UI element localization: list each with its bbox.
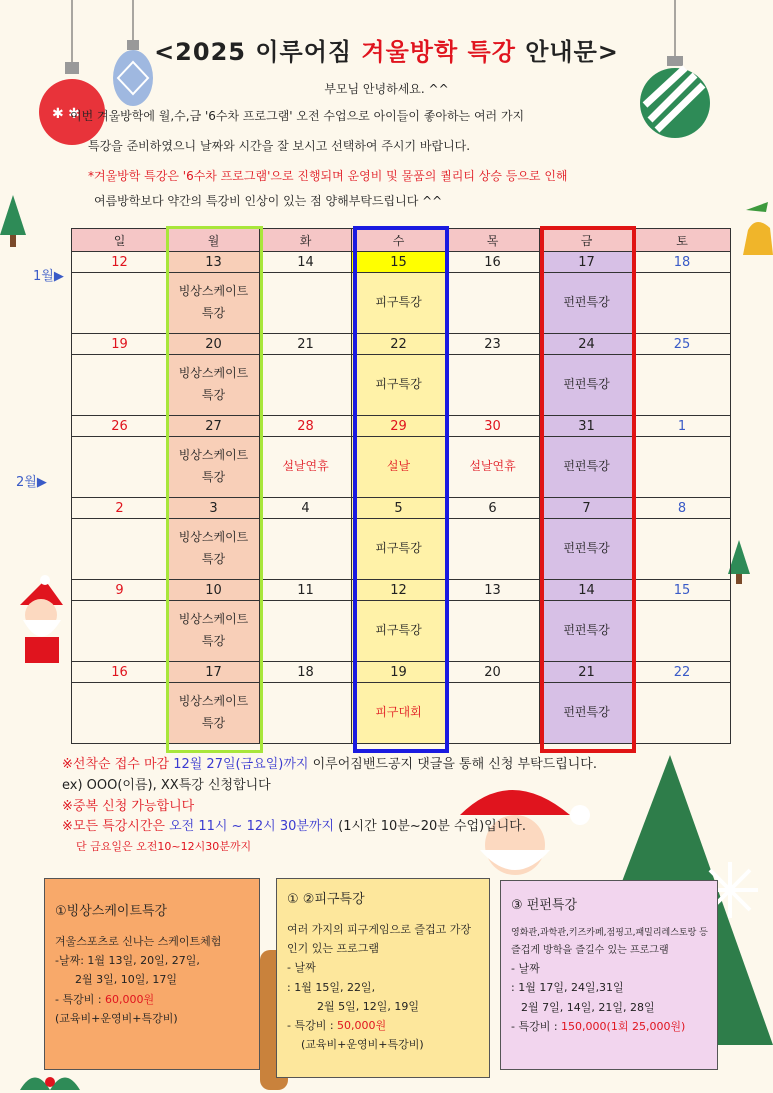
event-cell bbox=[634, 273, 731, 334]
funfun-info-box bbox=[500, 880, 718, 1070]
event-cell: 빙상스케이트 특강 bbox=[168, 437, 260, 498]
skate-box-title: ①빙상스케이트특강 bbox=[55, 904, 168, 919]
dodgeball-box-fee-note: (교육비+운영비+특강비) bbox=[301, 1038, 424, 1052]
event-cell bbox=[72, 601, 168, 662]
note-duplicate: ※중복 신청 가능합니다 bbox=[62, 798, 195, 814]
date-cell: 4 bbox=[260, 498, 352, 519]
date-cell: 16 bbox=[72, 662, 168, 683]
date-cell: 14 bbox=[540, 580, 634, 601]
event-row bbox=[72, 601, 731, 662]
svg-text:✱ ✱: ✱ ✱ bbox=[52, 106, 80, 122]
event-cell bbox=[634, 355, 731, 416]
date-row bbox=[72, 498, 731, 519]
day-header: 월 bbox=[168, 229, 260, 252]
date-cell: 3 bbox=[168, 498, 260, 519]
date-cell: 10 bbox=[168, 580, 260, 601]
date-cell: 1 bbox=[634, 416, 731, 437]
date-cell: 6 bbox=[446, 498, 540, 519]
page-title: <2025 이루어짐 겨울방학 특강 안내문> bbox=[154, 38, 619, 66]
event-cell bbox=[634, 437, 731, 498]
ornament-green-icon bbox=[635, 0, 715, 150]
month-label-february: 2월▶ bbox=[16, 475, 47, 490]
funfun-box-fee: - 특강비 : 150,000(1회 25,000원) bbox=[511, 1019, 686, 1033]
date-cell: 21 bbox=[540, 662, 634, 683]
date-cell: 19 bbox=[72, 334, 168, 355]
santa-icon bbox=[5, 575, 75, 670]
greeting: 부모님 안녕하세요. ^^ bbox=[324, 82, 449, 96]
date-cell: 7 bbox=[540, 498, 634, 519]
date-cell: 31 bbox=[540, 416, 634, 437]
dodgeball-info-box bbox=[276, 878, 490, 1078]
date-cell: 13 bbox=[168, 252, 260, 273]
event-cell: 피구대회 bbox=[352, 683, 446, 744]
date-cell: 22 bbox=[634, 662, 731, 683]
calendar-table bbox=[71, 228, 731, 744]
date-cell: 2 bbox=[72, 498, 168, 519]
funfun-box-dates: : 1월 17일, 24일,31일 bbox=[511, 981, 624, 995]
date-cell: 28 bbox=[260, 416, 352, 437]
event-cell: 펀펀특강 bbox=[540, 437, 634, 498]
date-cell: 13 bbox=[446, 580, 540, 601]
date-cell: 26 bbox=[72, 416, 168, 437]
event-cell: 펀펀특강 bbox=[540, 601, 634, 662]
date-cell: 11 bbox=[260, 580, 352, 601]
date-row bbox=[72, 580, 731, 601]
date-row bbox=[72, 416, 731, 437]
event-cell bbox=[72, 355, 168, 416]
event-cell bbox=[634, 519, 731, 580]
funfun-box-desc: 즐겁게 방학을 즐길수 있는 프로그램 bbox=[511, 944, 669, 956]
date-row bbox=[72, 662, 731, 683]
funfun-box-title: ③ 펀펀특강 bbox=[511, 898, 578, 913]
notes-section bbox=[62, 755, 702, 856]
note-friday: 단 금요일은 오전10~12시30분까지 bbox=[76, 840, 252, 854]
event-row bbox=[72, 683, 731, 744]
skate-box-dates2: 2월 3일, 10일, 17일 bbox=[75, 973, 177, 987]
skate-box-fee-note: (교육비+운영비+특강비) bbox=[55, 1011, 178, 1025]
dodgeball-box-desc: 인기 있는 프로그램 bbox=[287, 942, 380, 955]
event-cell: 펀펀특강 bbox=[540, 519, 634, 580]
note-time: ※모든 특강시간은 오전 11시 ~ 12시 30분까지 (1시간 10분~20분 수업)입니다. bbox=[62, 819, 526, 835]
event-cell: 펀펀특강 bbox=[540, 273, 634, 334]
event-cell: 빙상스케이트 특강 bbox=[168, 519, 260, 580]
event-cell bbox=[634, 601, 731, 662]
date-cell: 20 bbox=[446, 662, 540, 683]
event-cell: 빙상스케이트 특강 bbox=[168, 355, 260, 416]
date-cell: 21 bbox=[260, 334, 352, 355]
event-cell bbox=[634, 683, 731, 744]
dodgeball-box-dates-label: - 날짜 bbox=[287, 961, 316, 975]
event-cell bbox=[260, 683, 352, 744]
date-cell: 20 bbox=[168, 334, 260, 355]
ornament-red-icon bbox=[38, 0, 108, 150]
event-cell: 피구특강 bbox=[352, 519, 446, 580]
event-cell bbox=[72, 683, 168, 744]
date-cell: 27 bbox=[168, 416, 260, 437]
event-cell bbox=[72, 519, 168, 580]
event-row bbox=[72, 519, 731, 580]
event-cell: 설날 bbox=[352, 437, 446, 498]
dodgeball-box-desc: 여러 가지의 피구게임으로 즐겁고 가장 bbox=[287, 922, 472, 936]
event-cell: 펀펀특강 bbox=[540, 683, 634, 744]
intro-note: *겨울방학 특강은 '6수차 프로그램'으로 진행되며 운영비 및 물품의 퀄리티 상승 등으로 인해 bbox=[88, 169, 568, 183]
date-cell: 18 bbox=[260, 662, 352, 683]
event-cell bbox=[72, 437, 168, 498]
event-cell bbox=[446, 519, 540, 580]
funfun-box-desc: 영화관,과학관,키즈카페,점핑고,패밀리레스토랑 등 bbox=[511, 927, 708, 938]
event-cell: 피구특강 bbox=[352, 601, 446, 662]
dodgeball-box-dates: : 1월 15일, 22일, bbox=[287, 980, 376, 994]
skate-box-desc: 겨울스포츠로 신나는 스케이트체험 bbox=[55, 934, 222, 948]
event-cell: 펀펀특강 bbox=[540, 355, 634, 416]
event-cell: 빙상스케이트 특강 bbox=[168, 601, 260, 662]
date-cell: 23 bbox=[446, 334, 540, 355]
day-header: 일 bbox=[72, 229, 168, 252]
skate-info-box bbox=[44, 878, 260, 1070]
dodgeball-box-title: ① ②피구특강 bbox=[287, 892, 365, 907]
event-cell bbox=[446, 355, 540, 416]
tree-icon bbox=[728, 540, 750, 590]
note-example: ex) OOO(이름), XX특강 신청합니다 bbox=[62, 777, 271, 793]
date-cell: 15 bbox=[634, 580, 731, 601]
date-cell: 17 bbox=[540, 252, 634, 273]
dodgeball-box-fee: - 특강비 : 50,000원 bbox=[287, 1019, 387, 1032]
event-cell bbox=[260, 355, 352, 416]
day-header: 목 bbox=[446, 229, 540, 252]
date-row bbox=[72, 252, 731, 273]
month-label-january: 1월▶ bbox=[33, 269, 64, 284]
day-header: 화 bbox=[260, 229, 352, 252]
event-cell bbox=[260, 519, 352, 580]
note-deadline: ※선착순 접수 마감 12월 27일(금요일)까지 이루어짐밴드공지 댓글을 통해 신청 부탁드립니다. bbox=[62, 757, 597, 772]
funfun-box-dates-label: - 날짜 bbox=[511, 962, 540, 975]
event-cell bbox=[446, 601, 540, 662]
event-cell bbox=[260, 601, 352, 662]
event-cell: 피구특강 bbox=[352, 273, 446, 334]
date-cell: 9 bbox=[72, 580, 168, 601]
date-cell: 22 bbox=[352, 334, 446, 355]
date-cell: 12 bbox=[72, 252, 168, 273]
day-header: 토 bbox=[634, 229, 731, 252]
intro-line: 이번 겨울방학에 월,수,금 '6수차 프로그램' 오전 수업으로 아이들이 좋아하는 여러 가지 bbox=[70, 109, 525, 123]
event-cell bbox=[446, 683, 540, 744]
event-cell: 빙상스케이트 특강 bbox=[168, 273, 260, 334]
event-cell bbox=[260, 273, 352, 334]
date-cell: 17 bbox=[168, 662, 260, 683]
day-header: 금 bbox=[540, 229, 634, 252]
date-cell: 30 bbox=[446, 416, 540, 437]
date-cell: 12 bbox=[352, 580, 446, 601]
event-row bbox=[72, 273, 731, 334]
dodgeball-box-dates2: 2월 5일, 12일, 19일 bbox=[317, 999, 419, 1013]
funfun-box-dates2: 2월 7일, 14일, 21일, 28일 bbox=[521, 1000, 655, 1014]
tree-icon bbox=[0, 195, 26, 255]
date-cell: 14 bbox=[260, 252, 352, 273]
bell-icon bbox=[738, 190, 773, 280]
intro-note: 여름방학보다 약간의 특강비 인상이 있는 점 양해부탁드립니다 ^^ bbox=[94, 194, 443, 208]
event-row bbox=[72, 355, 731, 416]
event-cell: 피구특강 bbox=[352, 355, 446, 416]
date-cell: 19 bbox=[352, 662, 446, 683]
event-row bbox=[72, 437, 731, 498]
date-cell: 8 bbox=[634, 498, 731, 519]
event-cell bbox=[72, 273, 168, 334]
date-cell: 16 bbox=[446, 252, 540, 273]
date-cell: 29 bbox=[352, 416, 446, 437]
date-cell: 24 bbox=[540, 334, 634, 355]
date-cell: 5 bbox=[352, 498, 446, 519]
event-cell bbox=[446, 273, 540, 334]
date-cell: 15 bbox=[352, 252, 446, 273]
date-row bbox=[72, 334, 731, 355]
skate-box-fee: - 특강비 : 60,000원 bbox=[55, 992, 155, 1006]
intro-line: 특강을 준비하였으니 날짜와 시간을 잘 보시고 선택하여 주시기 바랍니다. bbox=[88, 139, 471, 153]
date-cell: 18 bbox=[634, 252, 731, 273]
date-cell: 25 bbox=[634, 334, 731, 355]
day-header: 수 bbox=[352, 229, 446, 252]
event-cell: 빙상스케이트 특강 bbox=[168, 683, 260, 744]
event-cell: 설날연휴 bbox=[260, 437, 352, 498]
skate-box-dates: -날짜: 1월 13일, 20일, 27일, bbox=[55, 954, 200, 967]
event-cell: 설날연휴 bbox=[446, 437, 540, 498]
